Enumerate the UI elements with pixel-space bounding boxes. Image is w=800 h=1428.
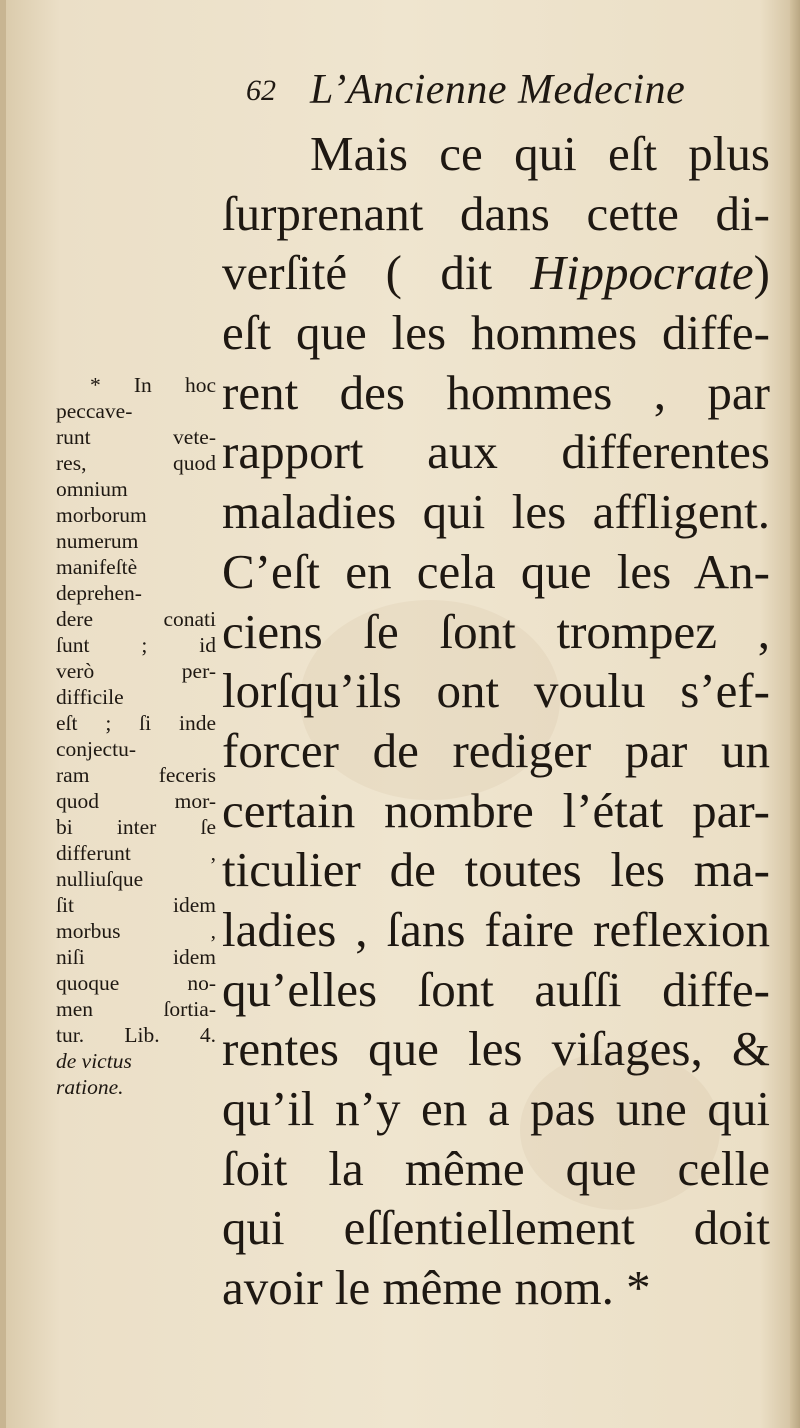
- note-line: manifeſtè: [56, 555, 138, 579]
- note-line: eſt ; ſi inde: [56, 711, 216, 735]
- text-line-start: verſité ( dit: [222, 245, 531, 301]
- page-left-edge: [0, 0, 6, 1428]
- text-line: forcer de rediger par un: [222, 722, 770, 778]
- text-line: maladies qui les affligent.: [222, 484, 770, 540]
- note-line: quoque no-: [56, 971, 216, 995]
- italic-name: Hippocrate: [530, 245, 754, 301]
- text-line: rent des hommes , par: [222, 364, 770, 420]
- note-line: differunt ,: [56, 841, 216, 865]
- text-line-end: ): [753, 245, 770, 301]
- text-line: ſoit la même que celle: [222, 1140, 770, 1196]
- note-line: men ſortia-: [56, 997, 216, 1021]
- note-line: ſit idem: [56, 893, 216, 917]
- note-line: * In hoc: [90, 373, 216, 397]
- note-line: quod mor-: [56, 789, 216, 813]
- note-line: morborum: [56, 503, 147, 527]
- running-title: L’Ancienne Medecine: [310, 67, 686, 113]
- note-line: omnium: [56, 477, 128, 501]
- text-line: qu’elles ſont auſſi diffe-: [222, 961, 770, 1017]
- note-line: verò per-: [56, 659, 216, 683]
- text-line: [222, 243, 770, 303]
- note-line: tur. Lib. 4.: [56, 1023, 216, 1047]
- page-right-edge: [790, 0, 800, 1428]
- text-line: avoir le même nom. *: [222, 1260, 651, 1316]
- text-line: qu’il n’y en a pas une qui: [222, 1081, 770, 1136]
- note-line: niſi idem: [56, 945, 216, 969]
- text-line: qui eſſentiellement doit: [222, 1200, 770, 1256]
- note-line: res, quod: [56, 451, 216, 475]
- text-line: ticulier de toutes les ma-: [222, 842, 770, 898]
- note-line: bi inter ſe: [56, 815, 216, 839]
- text-line: ciens ſe ſont trompez ,: [222, 603, 770, 659]
- note-line: peccave-: [56, 399, 133, 423]
- page-number: 62: [246, 74, 276, 107]
- text-line: lorſqu’ils ont voulu s’ef-: [222, 663, 770, 719]
- note-line: numerum: [56, 529, 139, 553]
- note-line: ratione.: [56, 1075, 124, 1099]
- note-line: nulliuſque: [56, 867, 144, 891]
- margin-note: [56, 372, 216, 1100]
- text-line: ladies , ſans faire reflexion: [222, 901, 770, 957]
- text-line: rentes que les viſages, &: [222, 1021, 770, 1077]
- running-header: [246, 66, 766, 116]
- note-line: ſunt ; id: [56, 633, 216, 657]
- note-line: de victus: [56, 1049, 132, 1073]
- note-line: runt vete-: [56, 425, 216, 449]
- text-line: certain nombre l’état par-: [222, 782, 770, 838]
- main-text-column: [222, 124, 770, 1318]
- text-line: Mais ce qui eſt plus: [310, 126, 770, 181]
- text-line: ſurprenant dans cette di-: [222, 185, 770, 241]
- text-line: eſt que les hommes diffe-: [222, 305, 770, 361]
- note-line: deprehen-: [56, 581, 142, 605]
- note-line: conjectu-: [56, 737, 136, 761]
- text-line: rapport aux differentes: [222, 424, 770, 480]
- text-line: C’eſt en cela que les An-: [222, 543, 770, 599]
- note-line: ram feceris: [56, 763, 216, 787]
- note-line: morbus ,: [56, 919, 216, 943]
- note-line: dere conati: [56, 607, 216, 631]
- note-line: difficile: [56, 685, 124, 709]
